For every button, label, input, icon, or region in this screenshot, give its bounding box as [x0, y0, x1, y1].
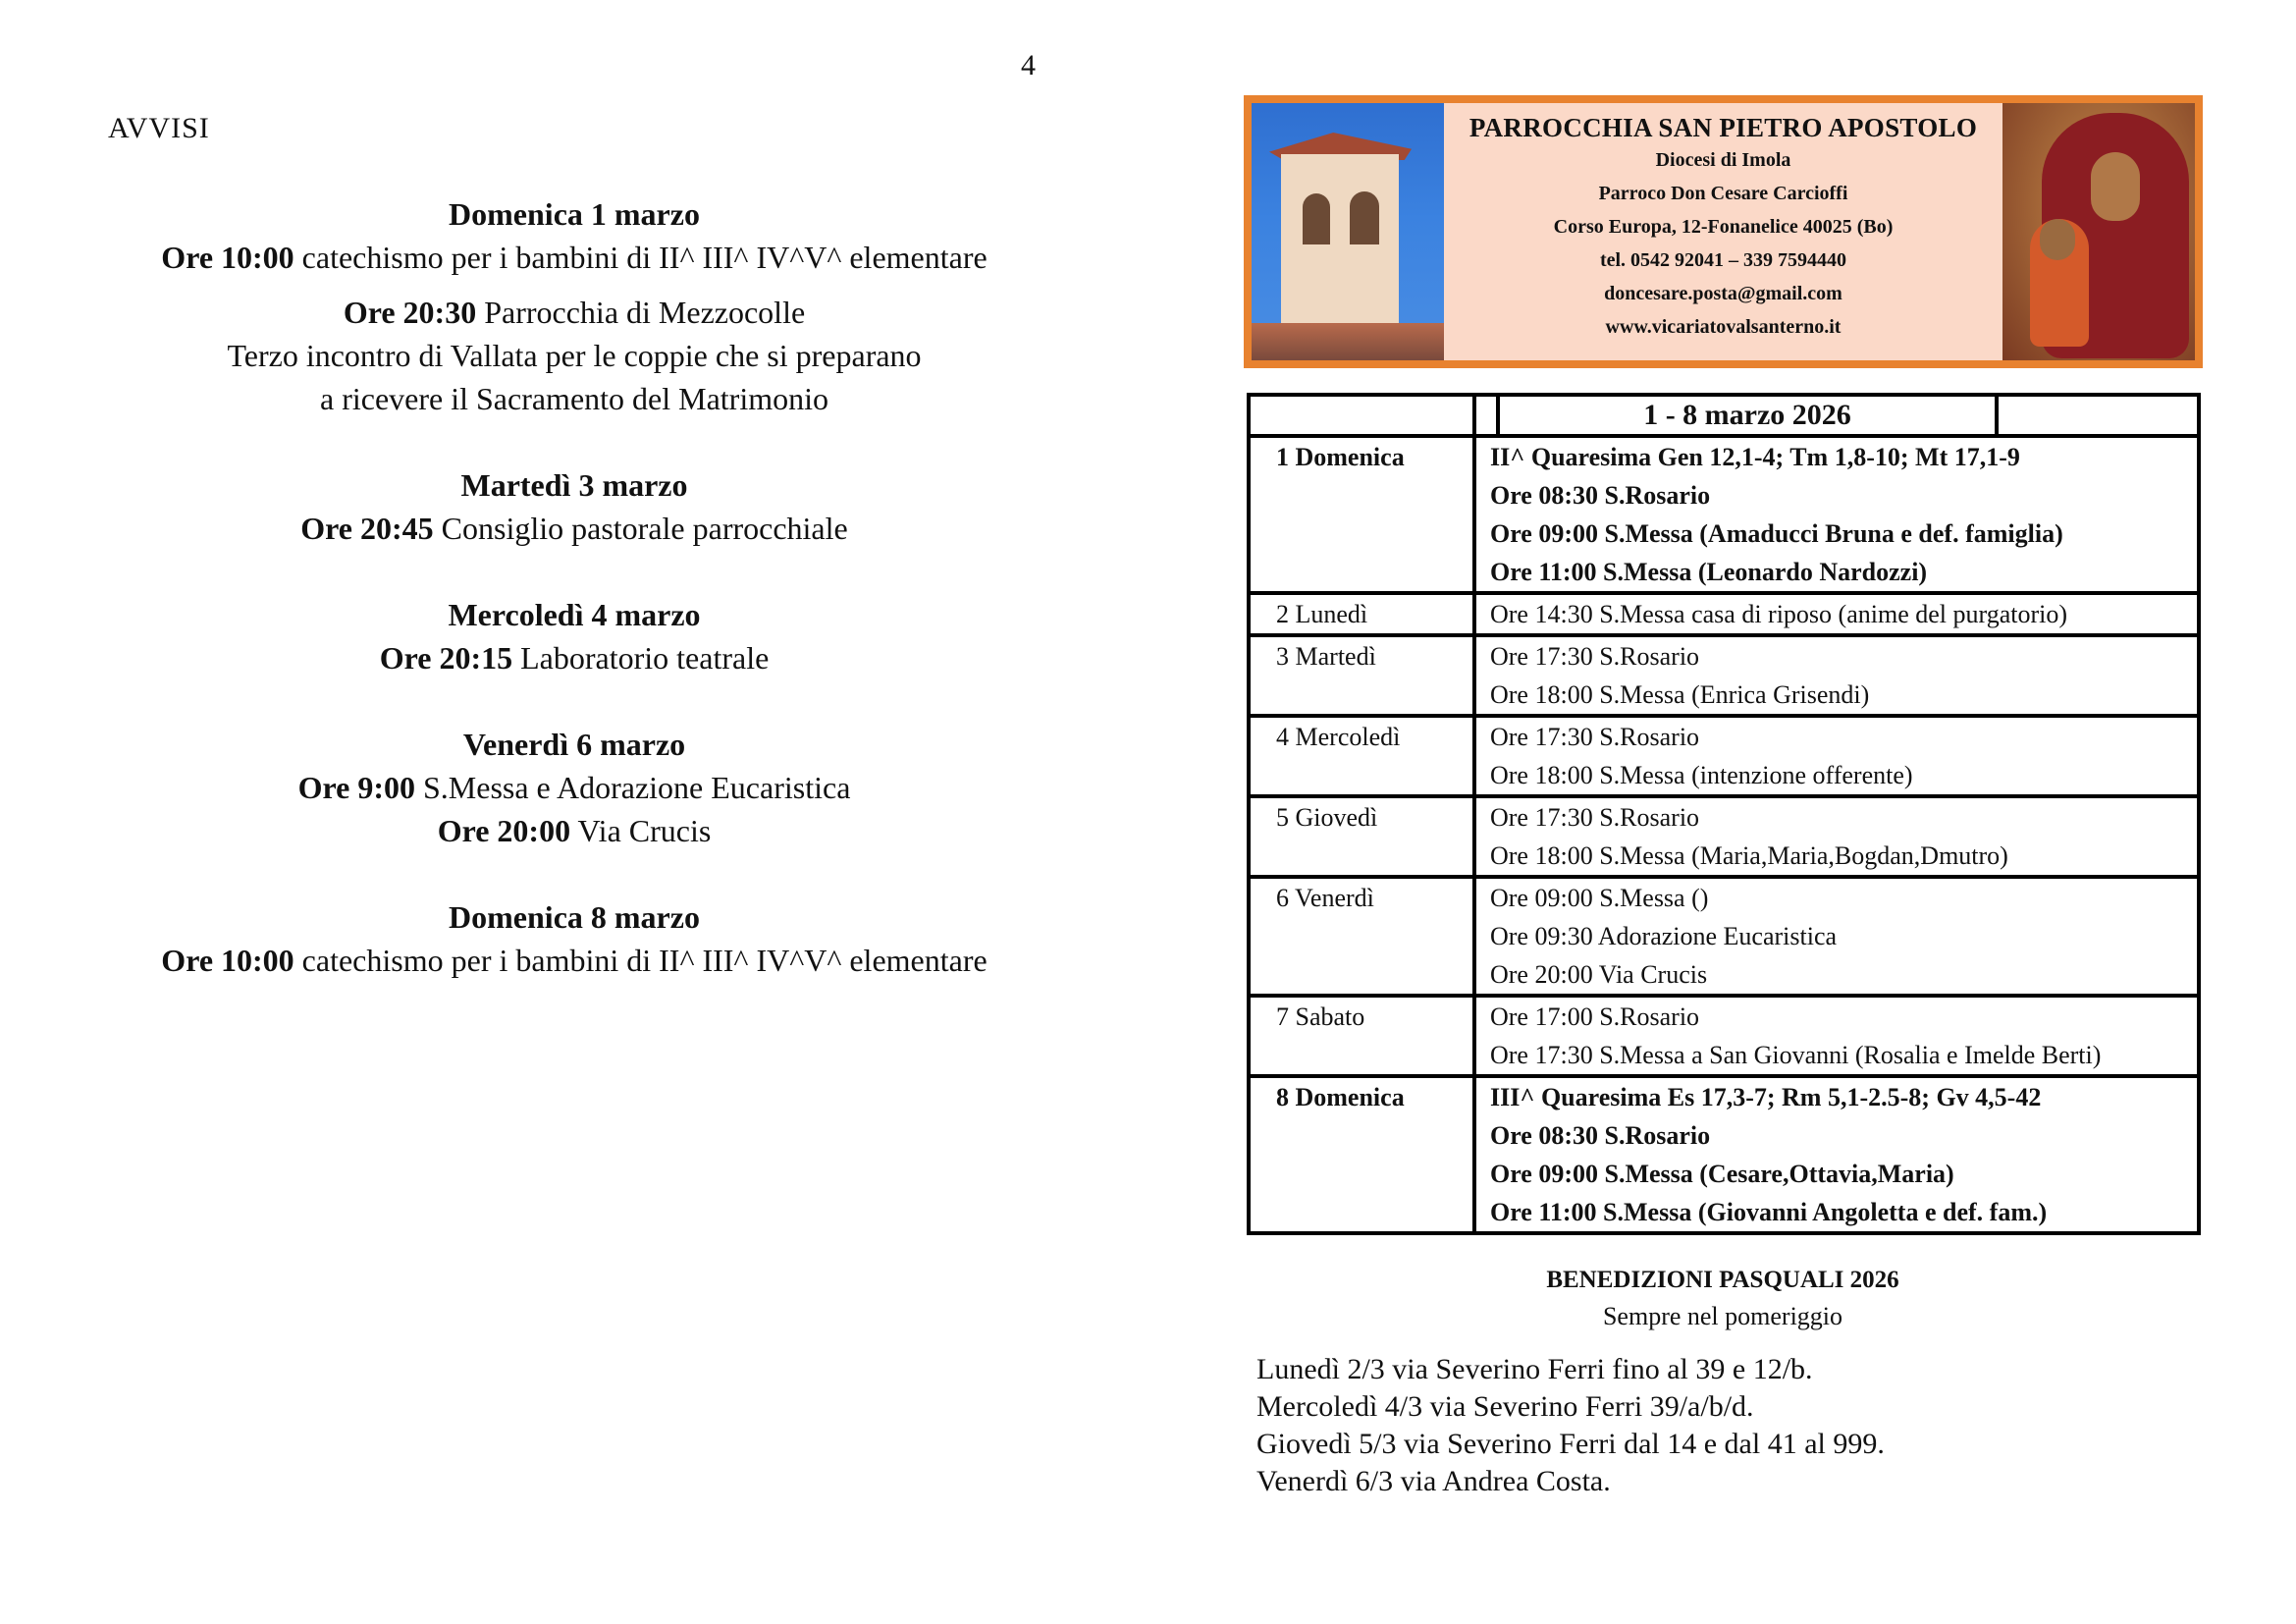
- diocese: Diocesi di Imola: [1655, 149, 1791, 171]
- schedule-event: Ore 17:30 S.Rosario: [1490, 723, 1700, 751]
- website-link[interactable]: www.vicariatovalsanterno.it: [1605, 316, 1842, 338]
- parish-header-inner: [1252, 103, 2195, 360]
- avviso-block: [98, 723, 1050, 852]
- avviso-line: [98, 377, 1050, 420]
- benedizione-item: Lunedì 2/3 via Severino Ferri fino al 39 e 12/b.: [1256, 1353, 1813, 1385]
- schedule-event: Ore 18:00 S.Messa (Maria,Maria,Bogdan,Dmutro): [1490, 841, 2008, 870]
- schedule-events: [1474, 877, 2199, 996]
- avviso-text: catechismo per i bambini di II^ III^ IV^V^ elementare: [294, 943, 988, 978]
- madonna-icon-painting: [2002, 103, 2195, 360]
- avviso-line: [98, 236, 1050, 279]
- avviso-line: [98, 636, 1050, 679]
- avviso-time: Ore 20:00: [437, 813, 571, 848]
- schedule-events: [1474, 796, 2199, 877]
- avvisi-list: [98, 192, 1050, 1025]
- child-face: [2040, 219, 2075, 260]
- avviso-text: Laboratorio teatrale: [512, 640, 770, 676]
- schedule-event: Ore 11:00 S.Messa (Giovanni Angoletta e def. fam.): [1490, 1198, 2048, 1226]
- page-number: 4: [1021, 49, 1036, 81]
- schedule-event: Ore 09:00 S.Messa (Amaducci Bruna e def. famiglia): [1490, 519, 2063, 548]
- avviso-text: a ricevere il Sacramento del Matrimonio: [319, 381, 828, 416]
- avviso-text: Via Crucis: [570, 813, 712, 848]
- avviso-block: [98, 291, 1050, 420]
- schedule-day: 3 Martedì: [1249, 635, 1474, 716]
- benedizioni-subtitle: Sempre nel pomeriggio: [1602, 1302, 1843, 1330]
- avviso-line: [98, 809, 1050, 852]
- avviso-line: [98, 766, 1050, 809]
- parish-header: [1244, 95, 2203, 368]
- avviso-line: [98, 291, 1050, 334]
- benedizione-item: Giovedì 5/3 via Severino Ferri dal 14 e dal 41 al 999.: [1256, 1428, 1885, 1460]
- schedule-events: [1474, 996, 2199, 1076]
- schedule-event: Ore 08:30 S.Rosario: [1490, 481, 1711, 510]
- schedule-row: [1249, 593, 2199, 635]
- avviso-block: [98, 895, 1050, 982]
- schedule-day: 4 Mercoledì: [1249, 716, 1474, 796]
- address: Corso Europa, 12-Fonanelice 40025 (Bo): [1553, 216, 1894, 238]
- schedule-event: Ore 09:00 S.Messa (Cesare,Ottavia,Maria): [1490, 1160, 1954, 1188]
- schedule-events: [1474, 716, 2199, 796]
- schedule-row: [1249, 1076, 2199, 1233]
- madonna-face: [2091, 152, 2140, 221]
- avviso-text: catechismo per i bambini di II^ III^ IV^V^ elementare: [294, 240, 988, 275]
- avviso-block: [98, 593, 1050, 679]
- avviso-text: Parrocchia di Mezzocolle: [476, 295, 806, 330]
- avviso-time: Ore 9:00: [297, 770, 415, 805]
- schedule-row: [1249, 877, 2199, 996]
- benedizione-item: Venerdì 6/3 via Andrea Costa.: [1256, 1465, 1611, 1497]
- schedule-day: 2 Lunedì: [1249, 593, 1474, 635]
- schedule-day: 6 Venerdì: [1249, 877, 1474, 996]
- schedule-day: 5 Giovedì: [1249, 796, 1474, 877]
- benedizioni-list: [1256, 1351, 1885, 1500]
- schedule-event: Ore 17:00 S.Rosario: [1490, 1002, 1700, 1031]
- avviso-time: Ore 10:00: [161, 943, 294, 978]
- schedule-events: [1474, 635, 2199, 716]
- avviso-text: Consiglio pastorale parrocchiale: [433, 511, 848, 546]
- schedule-events: [1474, 1076, 2199, 1233]
- schedule-events: [1474, 593, 2199, 635]
- title-cell-wrap: [1474, 395, 2199, 436]
- priest: Parroco Don Cesare Carcioffi: [1598, 183, 1848, 204]
- avviso-text: Terzo incontro di Vallata per le coppie che si preparano: [227, 338, 922, 373]
- tower-window: [1303, 193, 1330, 244]
- phone: tel. 0542 92041 – 339 7594440: [1599, 249, 1847, 271]
- benedizione-item: Mercoledì 4/3 via Severino Ferri 39/a/b/d.: [1256, 1390, 1754, 1423]
- bell-tower-photo: [1252, 103, 1444, 360]
- avvisi-title: AVVISI: [108, 112, 210, 144]
- schedule-event: II^ Quaresima Gen 12,1-4; Tm 1,8-10; Mt 17,1-9: [1490, 443, 2020, 471]
- benedizioni-title: BENEDIZIONI PASQUALI 2026: [1546, 1267, 1899, 1293]
- schedule-event: III^ Quaresima Es 17,3-7; Rm 5,1-2.5-8; Gv 4,5-42: [1490, 1083, 2042, 1111]
- avviso-time: Ore 20:45: [300, 511, 434, 546]
- avviso-text: S.Messa e Adorazione Eucaristica: [414, 770, 851, 805]
- avviso-block: [98, 463, 1050, 550]
- schedule-events: [1474, 436, 2199, 593]
- avviso-line: [98, 507, 1050, 550]
- tower-window: [1350, 191, 1379, 244]
- avviso-line: [98, 334, 1050, 377]
- avviso-day: Venerdì 6 marzo: [462, 727, 686, 762]
- avviso-time: Ore 20:30: [343, 295, 477, 330]
- church-roof: [1252, 323, 1444, 360]
- avviso-day: Domenica 8 marzo: [449, 899, 700, 935]
- title-cell-left: [1249, 395, 1474, 436]
- schedule-event: Ore 08:30 S.Rosario: [1490, 1121, 1711, 1150]
- avviso-day: Mercoledì 4 marzo: [448, 597, 701, 632]
- avviso-day: Martedì 3 marzo: [460, 467, 688, 503]
- schedule-day: 7 Sabato: [1249, 996, 1474, 1076]
- title-cell-right: [1999, 397, 2197, 434]
- avviso-day: Domenica 1 marzo: [449, 196, 700, 232]
- schedule-title: 1 - 8 marzo 2026: [1500, 397, 1999, 434]
- schedule-event: Ore 17:30 S.Rosario: [1490, 642, 1700, 671]
- parish-info: [1444, 103, 2002, 360]
- schedule-row: [1249, 436, 2199, 593]
- schedule-title-row: [1249, 395, 2199, 436]
- schedule-table: [1247, 393, 2201, 1235]
- schedule-event: Ore 14:30 S.Messa casa di riposo (anime del purgatorio): [1490, 600, 2067, 628]
- avviso-time: Ore 10:00: [161, 240, 294, 275]
- avviso-time: Ore 20:15: [379, 640, 513, 676]
- schedule-event: Ore 18:00 S.Messa (intenzione offerente): [1490, 761, 1913, 789]
- schedule-day: 8 Domenica: [1249, 1076, 1474, 1233]
- schedule-event: Ore 17:30 S.Rosario: [1490, 803, 1700, 832]
- avviso-block: [98, 192, 1050, 279]
- schedule-event: Ore 09:30 Adorazione Eucaristica: [1490, 922, 1838, 950]
- schedule-event: Ore 09:00 S.Messa (): [1490, 884, 1709, 912]
- avviso-line: [98, 939, 1050, 982]
- schedule-row: [1249, 716, 2199, 796]
- parish-title: PARROCCHIA SAN PIETRO APOSTOLO: [1468, 113, 1978, 142]
- schedule-day: 1 Domenica: [1249, 436, 1474, 593]
- schedule-row: [1249, 635, 2199, 716]
- schedule-event: Ore 11:00 S.Messa (Leonardo Nardozzi): [1490, 558, 1928, 586]
- title-spacer: [1476, 397, 1500, 434]
- email-link[interactable]: doncesare.posta@gmail.com: [1604, 283, 1842, 304]
- schedule-event: Ore 18:00 S.Messa (Enrica Grisendi): [1490, 680, 1870, 709]
- schedule-row: [1249, 996, 2199, 1076]
- schedule-event: Ore 20:00 Via Crucis: [1490, 960, 1708, 989]
- schedule-row: [1249, 796, 2199, 877]
- schedule-event: Ore 17:30 S.Messa a San Giovanni (Rosalia e Imelde Berti): [1490, 1041, 2102, 1069]
